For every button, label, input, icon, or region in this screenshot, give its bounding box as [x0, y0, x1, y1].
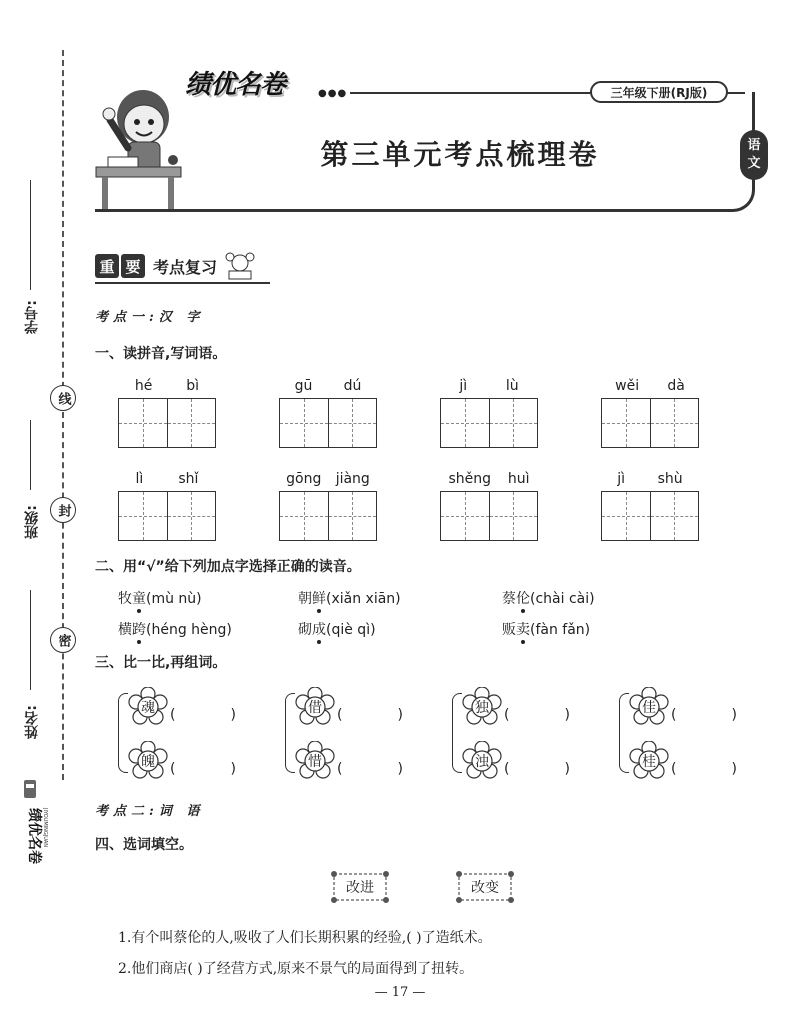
- subject-badge: [740, 130, 768, 180]
- pinyin-grid: [279, 471, 377, 541]
- section-tag-2: 要: [121, 254, 145, 278]
- q4-heading: 四、选词填空。: [95, 837, 193, 853]
- pinyin-syllable: gū: [294, 378, 313, 394]
- pinyin-syllable: shěng: [448, 471, 491, 487]
- header-dots: ●●●: [318, 88, 348, 99]
- section-underline: [95, 282, 270, 284]
- word-option: 改进: [346, 880, 374, 896]
- student-id-blank: [30, 180, 31, 290]
- pinyin-grid: [118, 471, 216, 541]
- answer-blank[interactable]: ( ): [504, 707, 570, 723]
- binding-dashed-line: [62, 50, 64, 780]
- class-label: 班级:: [24, 505, 40, 539]
- pinyin-grid: [601, 471, 699, 541]
- pinyin-syllable: shù: [657, 471, 683, 487]
- word-option-box: [330, 870, 390, 904]
- binding-circle-feng: 封: [50, 497, 76, 523]
- reading-choice[interactable]: 贩卖(fàn fǎn): [502, 622, 591, 638]
- writing-cell[interactable]: [602, 399, 651, 447]
- section-tag-1: 重: [95, 254, 119, 278]
- pinyin-syllable: dú: [343, 378, 362, 394]
- writing-cell[interactable]: [168, 399, 216, 447]
- pinyin-grid: [279, 378, 377, 448]
- q1-heading: 一、读拼音,写词语。: [95, 346, 227, 362]
- reading-choice[interactable]: 横跨(héng hèng): [118, 622, 232, 638]
- pinyin-grid: [440, 378, 538, 448]
- pinyin-syllable: jiàng: [335, 471, 370, 487]
- binding-circle-mi: 密: [50, 627, 76, 653]
- section-title: 考点复习: [153, 257, 218, 277]
- word-option: 改变: [471, 880, 499, 896]
- writing-cell[interactable]: [602, 492, 651, 540]
- name-label: 姓名:: [24, 705, 40, 739]
- writing-cell[interactable]: [490, 399, 538, 447]
- writing-cell[interactable]: [329, 399, 377, 447]
- compare-pair: [118, 685, 248, 785]
- pinyin-syllable: gōng: [286, 471, 322, 487]
- writing-cell[interactable]: [651, 399, 699, 447]
- pinyin-grid: [601, 378, 699, 448]
- brace: [619, 693, 629, 773]
- writing-cell[interactable]: [168, 492, 216, 540]
- pinyin-syllable: jì: [617, 471, 626, 487]
- answer-blank[interactable]: ( ): [170, 761, 236, 777]
- brace: [452, 693, 462, 773]
- flower-char: 佳: [629, 687, 669, 727]
- compare-pair: [619, 685, 749, 785]
- brace: [285, 693, 295, 773]
- fill-sentence-1[interactable]: 1.有个叫蔡伦的人,吸收了人们长期积累的经验,( )了造纸术。: [118, 930, 492, 946]
- class-blank: [30, 420, 31, 490]
- subject-char-2: 文: [747, 156, 761, 171]
- pinyin-syllable: lì: [135, 471, 144, 487]
- girl-icon: [223, 251, 257, 281]
- flower-char: 借: [295, 687, 335, 727]
- flower-char: 魂: [128, 687, 168, 727]
- section-banner: [95, 250, 257, 282]
- answer-blank[interactable]: ( ): [671, 707, 737, 723]
- reading-choice[interactable]: 朝鲜(xiǎn xiān): [298, 591, 401, 607]
- subject-char-1: 语: [747, 138, 761, 153]
- pinyin-syllable: huì: [507, 471, 530, 487]
- pinyin-syllable: hé: [134, 378, 153, 394]
- brace: [118, 693, 128, 773]
- binding-circle-xian: 线: [50, 385, 76, 411]
- side-brand-logo: [10, 778, 50, 888]
- brand-logo-text: 绩优名卷: [185, 70, 286, 100]
- page-number: — 17 —: [374, 985, 426, 1000]
- page-title: 第三单元考点梳理卷: [320, 138, 600, 171]
- flower-char: 惜: [295, 741, 335, 781]
- pinyin-syllable: shǐ: [178, 471, 199, 487]
- pinyin-grid: [440, 471, 538, 541]
- q2-heading: 二、用“√”给下列加点字选择正确的读音。: [95, 559, 361, 575]
- compare-pair: [285, 685, 415, 785]
- edition-badge: 三年级下册(RJ版): [590, 81, 728, 103]
- svg-text:JIYOUMINGJUAN: JIYOUMINGJUAN: [42, 808, 48, 848]
- fill-sentence-2[interactable]: 2.他们商店( )了经营方式,原来不景气的局面得到了扭转。: [118, 961, 474, 977]
- flower-char: 桂: [629, 741, 669, 781]
- pinyin-syllable: lù: [505, 378, 519, 394]
- flower-char: 魄: [128, 741, 168, 781]
- writing-cell[interactable]: [119, 399, 168, 447]
- reading-choice[interactable]: 牧童(mù nù): [118, 591, 202, 607]
- writing-cell[interactable]: [441, 492, 490, 540]
- name-blank: [30, 590, 31, 690]
- svg-text:绩优名卷: 绩优名卷: [26, 808, 42, 864]
- writing-cell[interactable]: [490, 492, 538, 540]
- answer-blank[interactable]: ( ): [337, 707, 403, 723]
- q3-heading: 三、比一比,再组词。: [95, 655, 227, 671]
- answer-blank[interactable]: ( ): [170, 707, 236, 723]
- flower-char: 浊: [462, 741, 502, 781]
- writing-cell[interactable]: [441, 399, 490, 447]
- kaodian-2-label: 考点二:词 语: [95, 804, 205, 819]
- writing-cell[interactable]: [651, 492, 699, 540]
- pinyin-syllable: bì: [186, 378, 200, 394]
- answer-blank[interactable]: ( ): [671, 761, 737, 777]
- kaodian-1-label: 考点一:汉 字: [95, 310, 205, 325]
- compare-pair: [452, 685, 582, 785]
- writing-cell[interactable]: [280, 492, 329, 540]
- writing-cell[interactable]: [329, 492, 377, 540]
- writing-cell[interactable]: [280, 399, 329, 447]
- word-option-box: [455, 870, 515, 904]
- pinyin-grid: [118, 378, 216, 448]
- reading-choice[interactable]: 砌成(qiè qì): [298, 622, 376, 638]
- answer-blank[interactable]: ( ): [337, 761, 403, 777]
- pinyin-syllable: wěi: [615, 378, 640, 394]
- pinyin-syllable: dà: [667, 378, 685, 394]
- student-id-label: 学号:: [24, 300, 40, 334]
- writing-cell[interactable]: [119, 492, 168, 540]
- flower-char: 独: [462, 687, 502, 727]
- answer-blank[interactable]: ( ): [504, 761, 570, 777]
- reading-choice[interactable]: 蔡伦(chài cài): [502, 591, 595, 607]
- pinyin-syllable: jì: [459, 378, 468, 394]
